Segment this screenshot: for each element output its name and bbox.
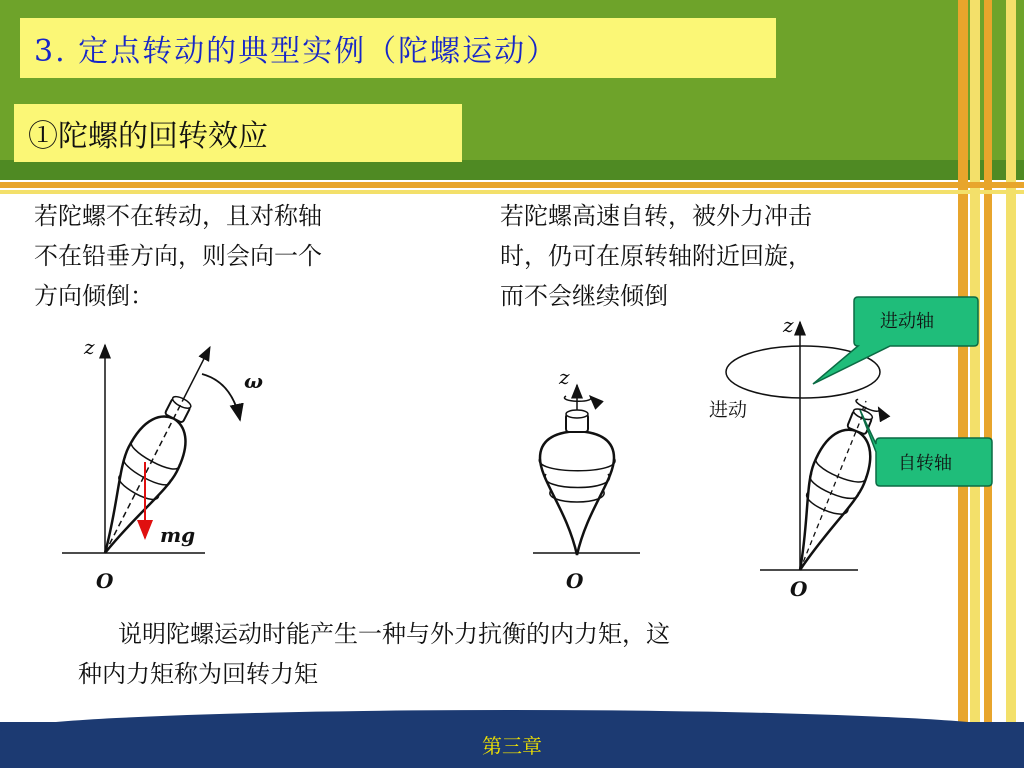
origin-label: O: [96, 569, 114, 593]
omega-arrow: [202, 374, 240, 420]
precession-label: 进动: [709, 399, 748, 421]
figure-spinning-top: [533, 365, 640, 593]
z-axis-label: z: [783, 313, 794, 337]
tilted-top: [81, 335, 234, 565]
z-axis-label: z: [84, 335, 95, 359]
right-paragraph-line: 若陀螺高速自转，被外力冲击: [500, 202, 812, 230]
conclusion-line: 说明陀螺运动时能产生一种与外力抗衡的内力矩，这: [118, 620, 670, 648]
origin-label: O: [790, 577, 808, 601]
conclusion-paragraph: [78, 614, 938, 694]
right-paragraph-line: 时，仍可在原转轴附近回旋，: [500, 242, 812, 270]
slide-title-text: 3. 定点转动的典型实例（陀螺运动）: [34, 34, 559, 69]
left-paragraph-line: 不在铅垂方向，则会向一个: [34, 242, 322, 270]
z-axis-label: z: [559, 365, 570, 389]
gravity-label: mg: [160, 523, 196, 547]
top-body: [540, 431, 614, 555]
callout-precession-axis: [813, 297, 978, 384]
right-paragraph-line: 而不会继续倾倒: [500, 282, 668, 310]
callout-precession-axis-text: 进动轴: [880, 311, 934, 332]
callout-spin-axis-text: 自转轴: [898, 453, 952, 474]
figure-precessing-top: [709, 297, 992, 601]
origin-label: O: [566, 569, 584, 593]
top-cap-rim: [566, 410, 588, 418]
callout-spin-axis-shape: [860, 410, 992, 486]
footer-chapter: 第三章: [482, 734, 542, 758]
omega-label: ω: [244, 369, 264, 393]
symmetry-axis-extension: [184, 347, 210, 399]
left-paragraph-line: 若陀螺不在转动，且对称轴: [34, 202, 322, 230]
tilted-top: [775, 393, 892, 580]
slide-subtitle-text: ①陀螺的回转效应: [28, 119, 268, 154]
callout-spin-axis: [860, 410, 992, 486]
left-paragraph-line: 方向倾倒：: [34, 282, 154, 310]
conclusion-line: 种内力矩称为回转力矩: [78, 660, 318, 688]
figure-falling-top: [62, 335, 263, 593]
